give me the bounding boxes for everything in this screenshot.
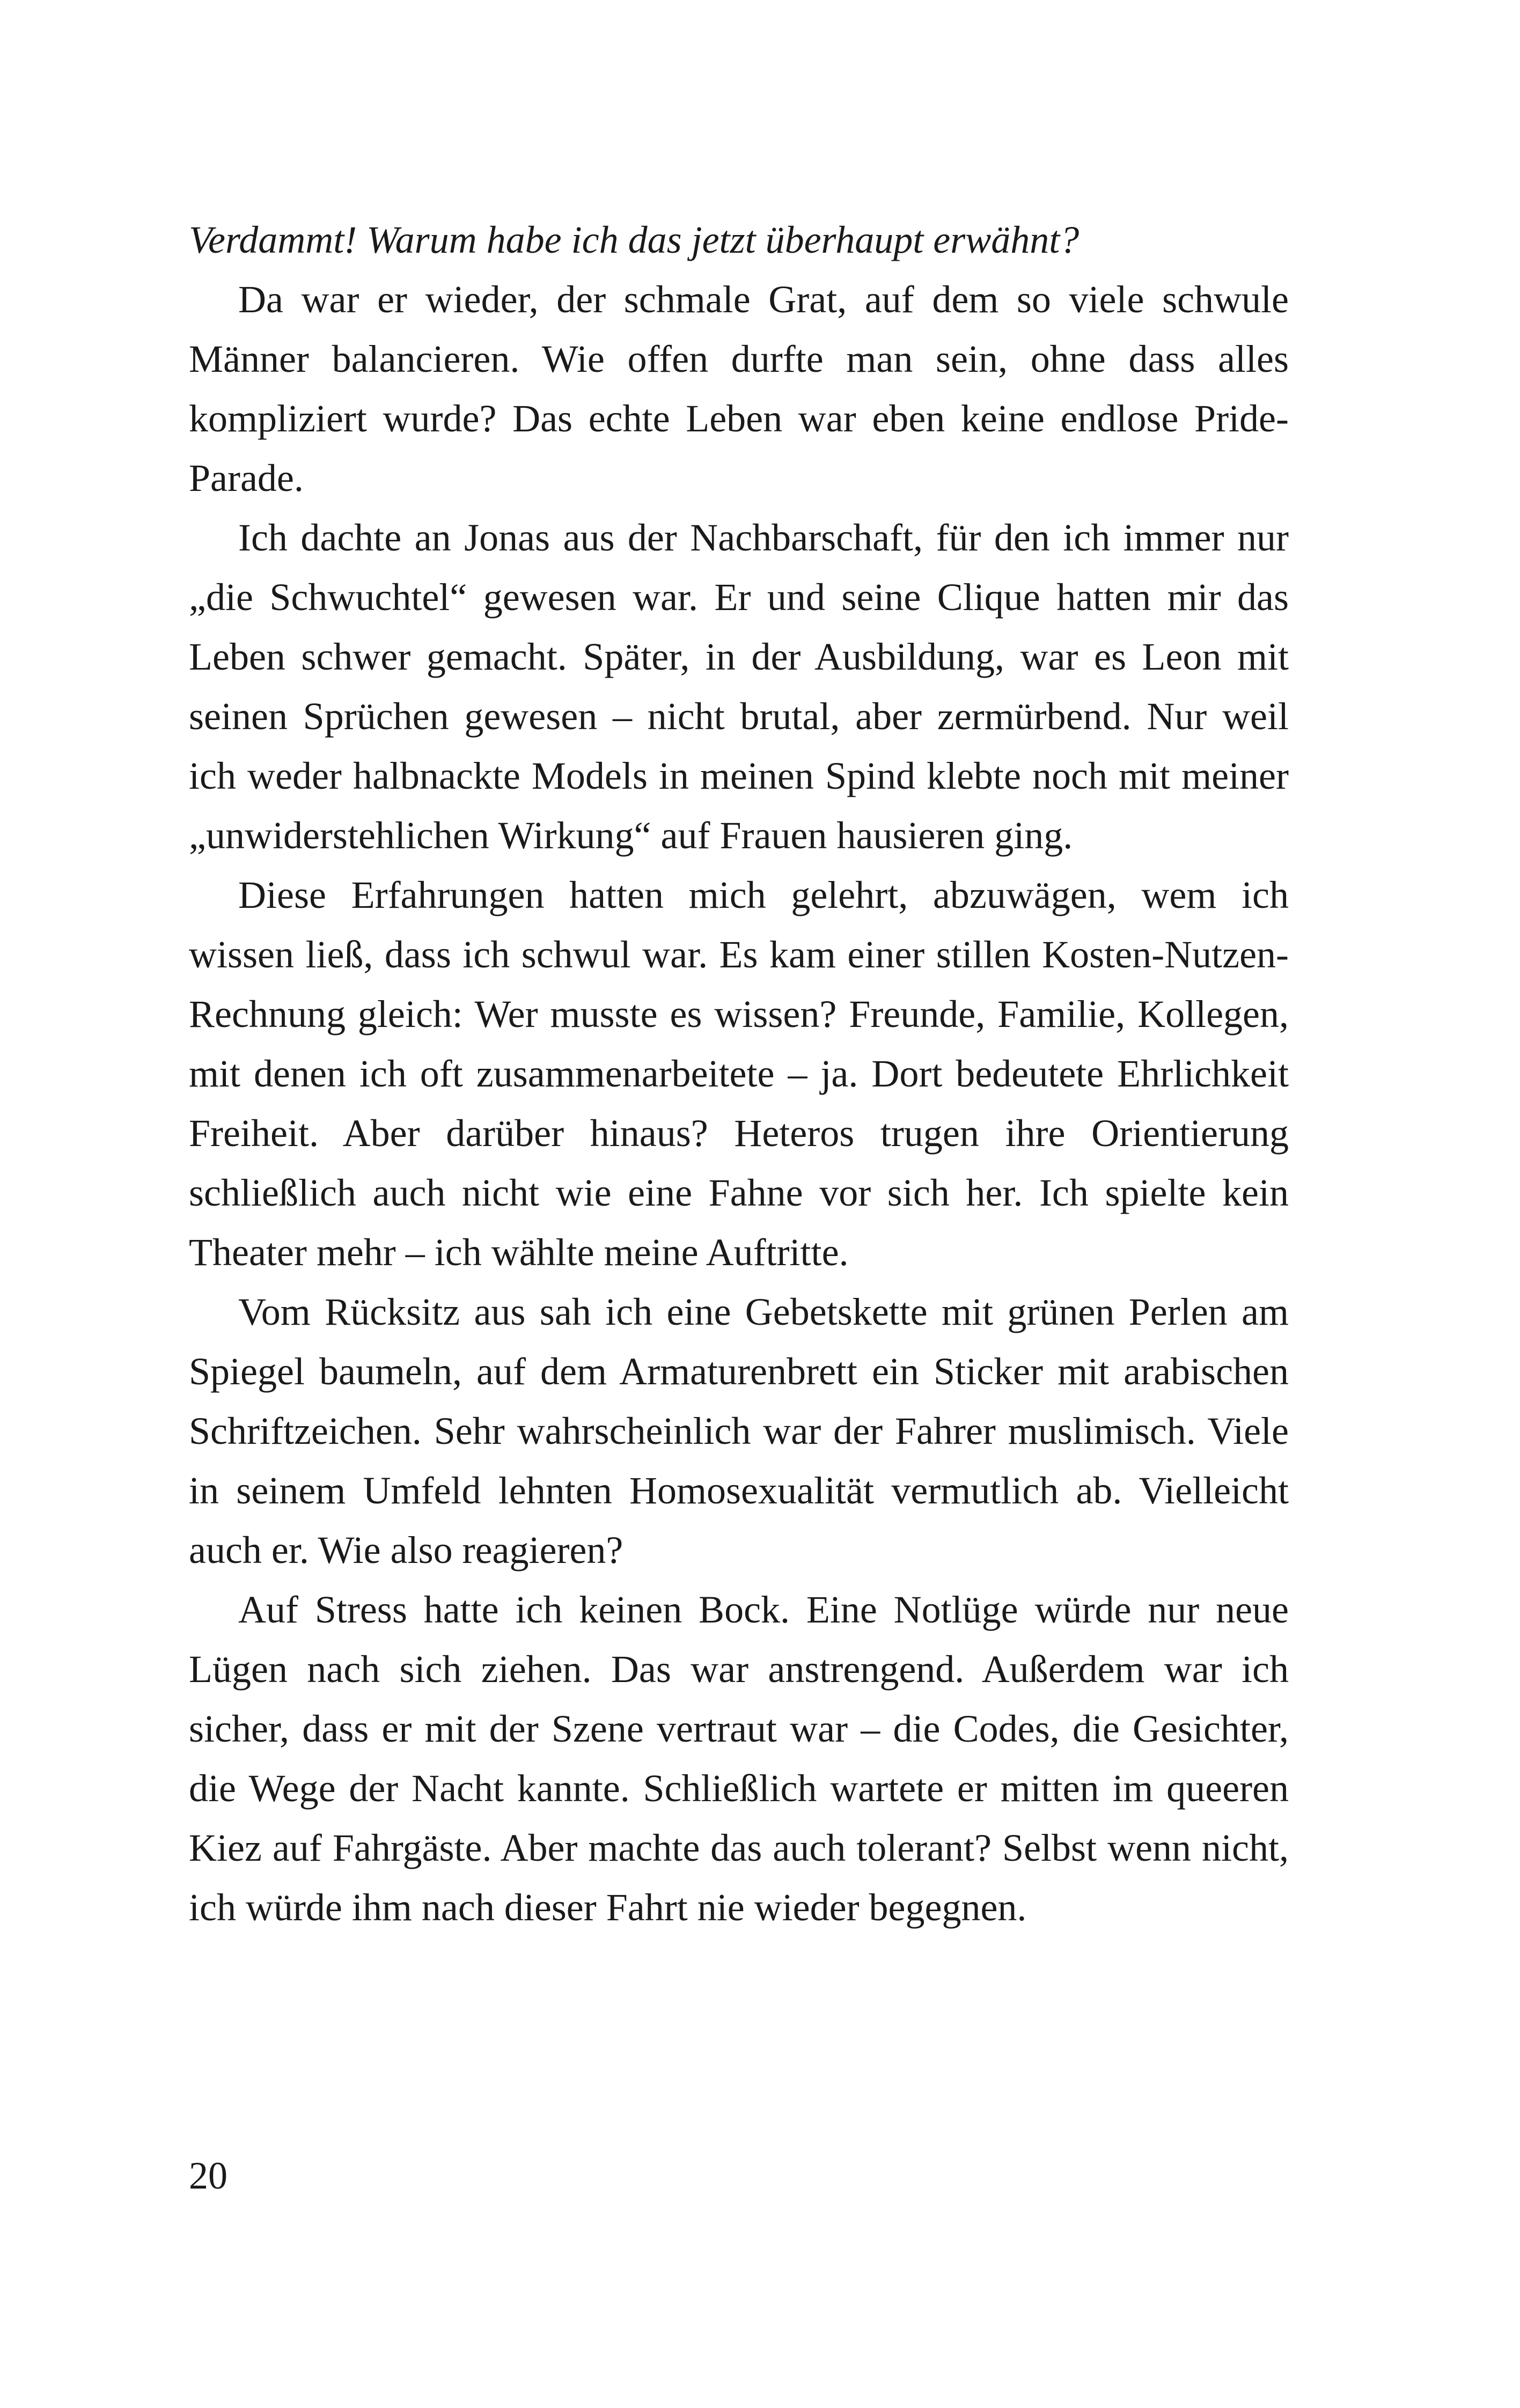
paragraph-italic-thought: Verdammt! Warum habe ich das jetzt überhaupt erwähnt? [189, 218, 1080, 261]
paragraph: Da war er wieder, der schmale Grat, auf dem so viele schwule Männer balancieren. Wie offen durfte man sein, ohne dass alles kompliziert wurde? Das echte Leben war eben keine endlose Pride-Parade. [189, 278, 1289, 500]
paragraph: Vom Rücksitz aus sah ich eine Gebetskette mit grünen Perlen am Spiegel baumeln, auf dem Armaturenbrett ein Sticker mit arabischen Schriftzeichen. Sehr wahrscheinlich war der Fahrer muslimisch. Viele in seinem Umfeld lehnten Homosexualität vermutlich ab. Vielleicht auch er. Wie also reagieren? [189, 1290, 1289, 1572]
paragraph: Ich dachte an Jonas aus der Nachbarschaft, für den ich immer nur „die Schwuchtel“ gewesen war. Er und seine Clique hatten mir das Leben schwer gemacht. Später, in der Ausbildung, war es Leon mit seinen Sprüchen gewesen – nicht brutal, aber zermürbend. Nur weil ich weder halbnackte Models in meinen Spind klebte noch mit meiner „unwiderstehlichen Wirkung“ auf Frauen hausieren ging. [189, 516, 1289, 857]
paragraph: Auf Stress hatte ich keinen Bock. Eine Notlüge würde nur neue Lügen nach sich ziehen. Das war anstrengend. Außerdem war ich sicher, dass er mit der Szene vertraut war – die Codes, die Gesichter, die Wege der Nacht kannte. Schließlich wartete er mitten im queeren Kiez auf Fahrgäste. Aber machte das auch tolerant? Selbst wenn nicht, ich würde ihm nach dieser Fahrt nie wieder begegnen. [189, 1588, 1289, 1929]
page-number: 20 [189, 2154, 227, 2197]
paragraph: Diese Erfahrungen hatten mich gelehrt, abzuwägen, wem ich wissen ließ, dass ich schwul war. Es kam einer stillen Kosten-Nutzen-Rechnung gleich: Wer musste es wissen? Freunde, Familie, Kollegen, mit denen ich oft zusammenarbeitete – ja. Dort bedeutete Ehrlichkeit Freiheit. Aber darüber hinaus? Heteros trugen ihre Orientierung schließlich auch nicht wie eine Fahne vor sich her. Ich spielte kein Theater mehr – ich wählte meine Auftritte. [189, 873, 1289, 1274]
body-text [189, 210, 1289, 1937]
